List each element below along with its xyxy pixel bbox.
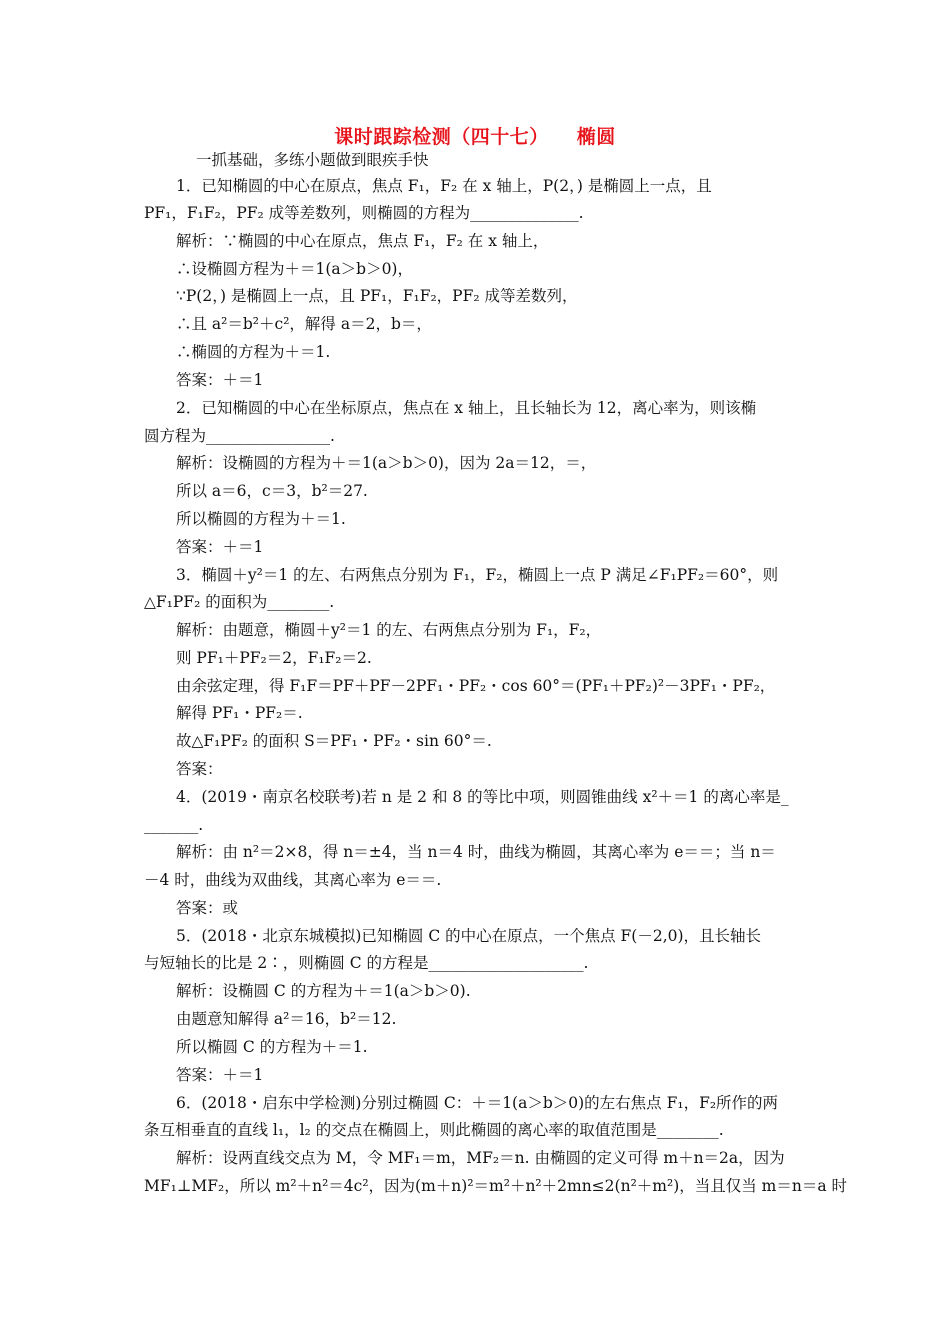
answer-line: 答案：＋＝1 (176, 371, 264, 389)
text-line: ∴且 a²＝b²＋c²，解得 a＝2，b＝， (176, 315, 432, 333)
text-line: △F₁PF₂ 的面积为________. (144, 593, 335, 611)
text-line: －4 时，曲线为双曲线，其离心率为 e＝＝. (144, 871, 442, 889)
text-line: 故△F₁PF₂ 的面积 S＝PF₁・PF₂・sin 60°＝. (176, 732, 492, 750)
text-line: ∵P(2，) 是椭圆上一点，且 PF₁，F₁F₂，PF₂ 成等差数列， (176, 287, 578, 305)
text-line: 6．(2018・启东中学检测)分别过椭圆 C：＋＝1(a＞b＞0)的左右焦点 F₁，F₂所作的两 (176, 1094, 779, 1112)
title-part1: 课时跟踪检测（四十七） (334, 126, 549, 148)
text-line: 由余弦定理，得 F₁F＝PF＋PF－2PF₁・PF₂・cos 60°＝(PF₁＋PF₂)²－3PF₁・PF₂， (176, 677, 776, 695)
answer-line: 答案：或 (176, 899, 239, 917)
answer-line: 答案：＋＝1 (176, 538, 264, 556)
text-line: 1．已知椭圆的中心在原点，焦点 F₁，F₂ 在 x 轴上，P(2，) 是椭圆上一点，且 (176, 177, 712, 195)
text-line: PF₁，F₁F₂，PF₂ 成等差数列，则椭圆的方程为______________. (144, 204, 584, 222)
text-line: ∴设椭圆方程为＋＝1(a＞b＞0)， (176, 260, 413, 278)
text-line: 解析：∵椭圆的中心在原点，焦点 F₁，F₂ 在 x 轴上， (176, 232, 549, 250)
text-line: 解析：由 n²＝2×8，得 n＝±4，当 n＝4 时，曲线为椭圆，其离心率为 e＝＝；当 n＝ (176, 843, 776, 861)
text-line: 与短轴长的比是 2∶，则椭圆 C 的方程是____________________. (144, 954, 589, 972)
text-line: MF₁⊥MF₂，所以 m²＋n²＝4c²，因为(m＋n)²＝m²＋n²＋2mn≤2(n²＋m²)，当且仅当 m＝n＝a 时 (144, 1177, 848, 1195)
text-line: _______. (144, 816, 204, 834)
answer-line: 答案： (176, 760, 223, 778)
text-line: 4．(2019・南京名校联考)若 n 是 2 和 8 的等比中项，则圆锥曲线 x²＋＝1 的离心率是_ (176, 788, 789, 806)
document-title (0, 122, 950, 149)
text-line: 所以椭圆 C 的方程为＋＝1. (176, 1038, 368, 1056)
text-line: 5．(2018・北京东城模拟)已知椭圆 C 的中心在原点，一个焦点 F(－2,0)，且长轴长 (176, 927, 762, 945)
text-line: 所以椭圆的方程为＋＝1. (176, 510, 346, 528)
text-line: 条互相垂直的直线 l₁，l₂ 的交点在椭圆上，则此椭圆的离心率的取值范围是________. (144, 1121, 724, 1139)
text-line: 3．椭圆＋y²＝1 的左、右两焦点分别为 F₁，F₂，椭圆上一点 P 满足∠F₁PF₂＝60°，则 (176, 566, 779, 584)
text-line: ∴椭圆的方程为＋＝1. (176, 343, 331, 361)
text-line: 解析：设两直线交点为 M，令 MF₁＝m，MF₂＝n. 由椭圆的定义可得 m＋n＝2a，因为 (176, 1149, 785, 1167)
text-line: 则 PF₁＋PF₂＝2，F₁F₂＝2. (176, 649, 372, 667)
text-line: 解析：设椭圆的方程为＋＝1(a＞b＞0)，因为 2a＝12，＝， (176, 454, 597, 472)
title-part2: 椭圆 (576, 126, 616, 148)
text-line: 解得 PF₁・PF₂＝. (176, 704, 303, 722)
answer-line: 答案：＋＝1 (176, 1066, 264, 1084)
text-line: 由题意知解得 a²＝16，b²＝12. (176, 1010, 397, 1028)
section-heading: 一抓基础，多练小题做到眼疾手快 (196, 151, 429, 169)
text-line: 解析：由题意，椭圆＋y²＝1 的左、右两焦点分别为 F₁，F₂， (176, 621, 602, 639)
text-line: 2．已知椭圆的中心在坐标原点，焦点在 x 轴上，且长轴长为 12，离心率为，则该椭 (176, 399, 757, 417)
text-line: 圆方程为________________. (144, 427, 335, 445)
text-line: 解析：设椭圆 C 的方程为＋＝1(a＞b＞0). (176, 982, 471, 1000)
text-line: 所以 a＝6，c＝3，b²＝27. (176, 482, 368, 500)
